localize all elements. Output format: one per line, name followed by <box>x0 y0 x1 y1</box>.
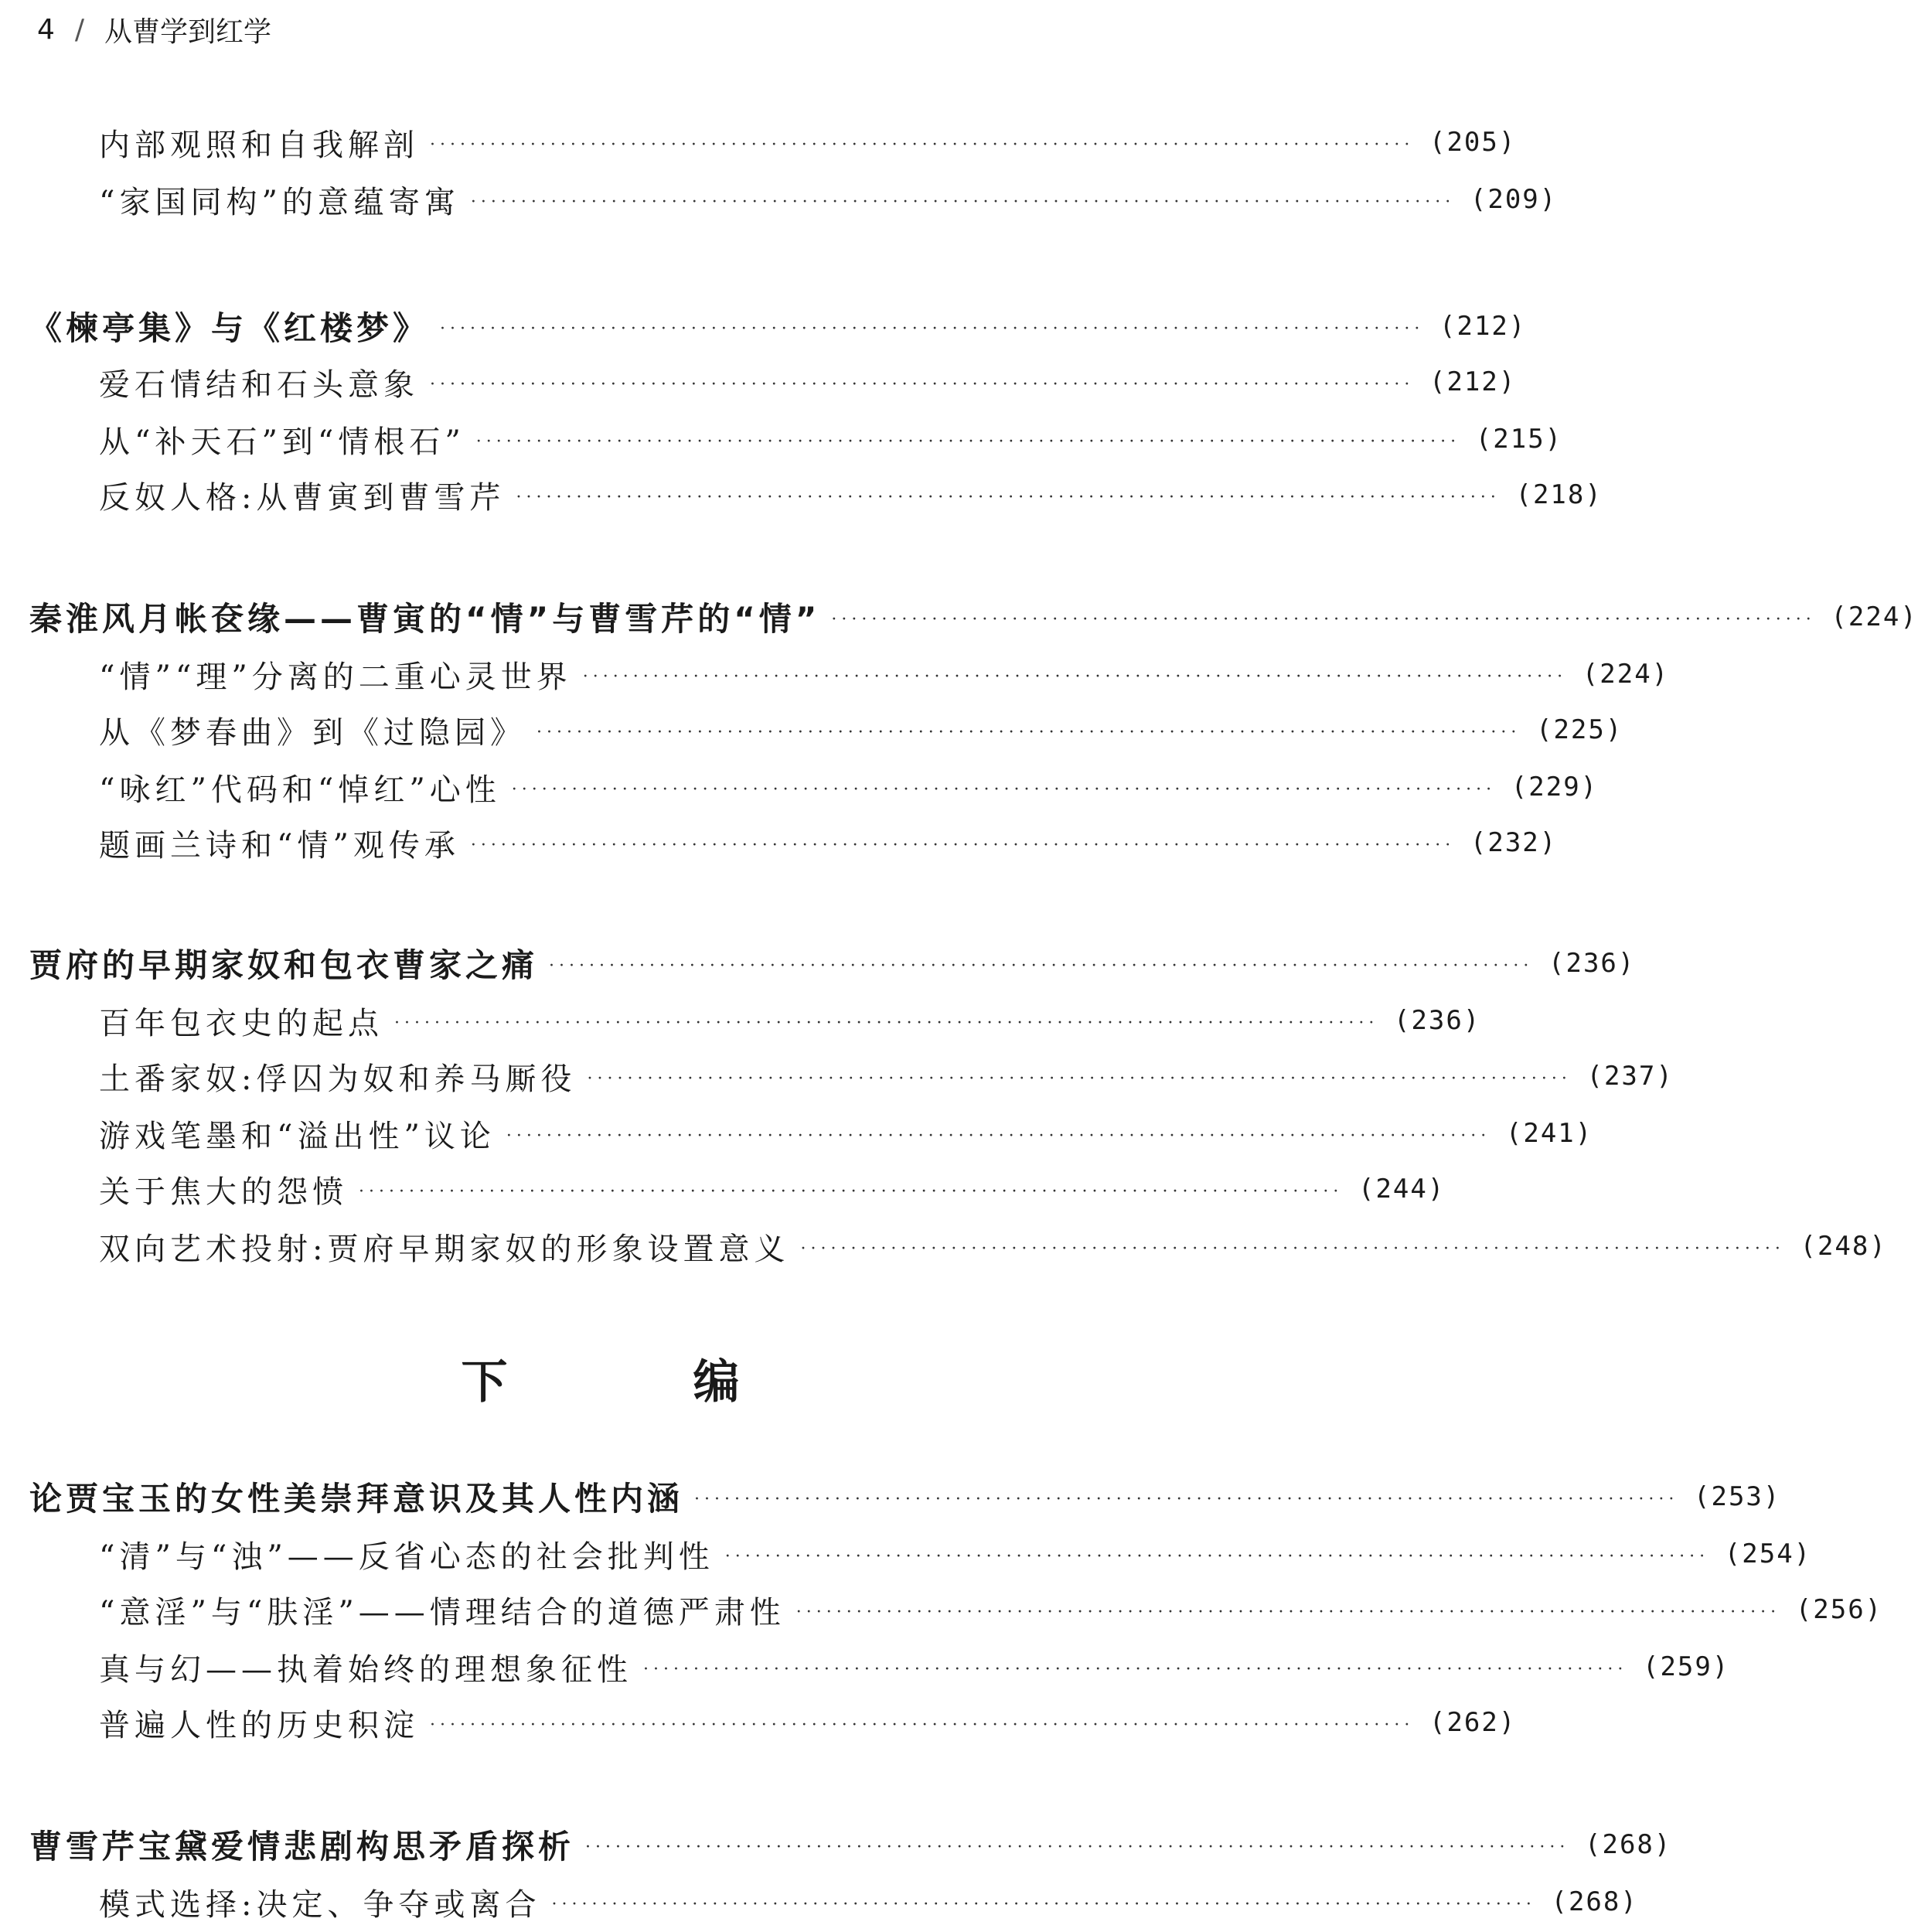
toc-entry-title: 论贾宝玉的女性美崇拜意识及其人性内涵 <box>29 1480 684 1518</box>
dot-leader: ·································································································· <box>470 836 1456 855</box>
dot-leader: ·································································································· <box>475 432 1461 451</box>
dot-leader: ·································································································· <box>430 375 1415 394</box>
toc-section-entry <box>0 118 1517 167</box>
toc-entry-title: 从“补天石”到“情根石” <box>99 424 465 460</box>
dot-leader: ·································································································· <box>470 193 1456 212</box>
running-header <box>37 6 271 53</box>
toc-section-entry <box>0 1529 1812 1579</box>
toc-section-entry <box>0 1877 1638 1927</box>
dot-leader: ·································································································· <box>537 723 1521 742</box>
toc-page-number: (224) <box>1582 659 1670 690</box>
part-title: 下 编 <box>461 1355 809 1409</box>
toc-page-number: (212) <box>1429 366 1517 397</box>
toc-section-entry <box>0 818 1558 867</box>
page-number: 4 <box>37 13 55 46</box>
toc-page-number: (248) <box>1800 1231 1887 1262</box>
toc-section-entry <box>0 762 1599 812</box>
dot-leader: ·································································································· <box>516 488 1501 507</box>
header-separator: / <box>74 13 85 46</box>
toc-page-number: (241) <box>1505 1118 1593 1149</box>
toc-page-number: (232) <box>1470 827 1558 858</box>
toc-section-entry <box>0 1109 1593 1158</box>
toc-page-number: (256) <box>1795 1594 1883 1625</box>
dot-leader: ·································································································· <box>724 1547 1710 1566</box>
dot-leader: ·································································································· <box>430 135 1415 155</box>
toc-page-number: (262) <box>1429 1707 1517 1738</box>
dot-leader: ·································································································· <box>549 956 1534 976</box>
toc-section-entry <box>0 175 1558 224</box>
toc-entry-title: 关于焦大的怨愤 <box>99 1174 348 1210</box>
toc-page-number: (215) <box>1475 424 1563 455</box>
toc-chapter-entry <box>0 939 1636 988</box>
dot-leader: ·································································································· <box>551 1895 1536 1914</box>
toc-entry-title: “意淫”与“肤淫”——情理结合的道德严肃性 <box>99 1594 785 1630</box>
toc-page-number: (253) <box>1694 1481 1781 1512</box>
toc-page-number: (237) <box>1586 1061 1674 1092</box>
toc-page-number: (236) <box>1393 1005 1481 1036</box>
dot-leader: ·································································································· <box>643 1660 1628 1679</box>
toc-section-entry <box>0 1164 1446 1214</box>
dot-leader: ·································································································· <box>694 1490 1679 1509</box>
toc-page-number: (224) <box>1831 601 1918 632</box>
dot-leader: ·································································································· <box>587 1069 1572 1089</box>
toc-page-number: (212) <box>1439 311 1527 342</box>
toc-page-number: (259) <box>1642 1651 1730 1682</box>
toc-section-entry <box>0 414 1563 464</box>
toc-section-entry <box>0 357 1517 407</box>
toc-entry-title: “咏红”代码和“悼红”心性 <box>99 772 501 808</box>
toc-entry-title: 真与幻——执着始终的理想象征性 <box>99 1651 632 1688</box>
toc-page-number: (268) <box>1585 1829 1672 1860</box>
toc-entry-title: 内部观照和自我解剖 <box>99 127 419 163</box>
toc-entry-title: 爱石情结和石头意象 <box>99 366 419 403</box>
toc-page-number: (268) <box>1551 1886 1638 1917</box>
toc-page-number: (236) <box>1548 948 1636 979</box>
toc-page-number: (218) <box>1515 479 1603 510</box>
dot-leader: ·································································································· <box>585 1838 1570 1857</box>
dot-leader: ·································································································· <box>511 780 1497 799</box>
toc-page-number: (205) <box>1429 127 1517 158</box>
toc-entry-title: 《楝亭集》与《红楼梦》 <box>29 309 430 347</box>
toc-section-entry <box>0 1222 1887 1271</box>
toc-entry-title: “家国同构”的意蕴寄寓 <box>99 184 460 220</box>
toc-section-entry <box>0 1698 1517 1747</box>
toc-section-entry <box>0 1585 1883 1634</box>
toc-entry-title: 百年包衣史的起点 <box>99 1005 383 1041</box>
dot-leader: ·································································································· <box>394 1014 1379 1033</box>
toc-entry-title: 土番家奴:俘囚为奴和养马厮役 <box>99 1061 577 1097</box>
dot-leader: ·································································································· <box>800 1239 1785 1259</box>
toc-chapter-entry <box>0 1820 1672 1869</box>
toc-entry-title: “清”与“浊”——反省心态的社会批判性 <box>99 1538 714 1575</box>
toc-section-entry <box>0 649 1670 699</box>
toc-page-number: (254) <box>1724 1538 1812 1569</box>
toc-entry-title: 题画兰诗和“情”观传承 <box>99 827 460 864</box>
toc-entry-title: 普遍人性的历史积淀 <box>99 1707 419 1743</box>
toc-entry-title: 反奴人格:从曹寅到曹雪芹 <box>99 479 506 516</box>
book-title: 从曹学到红学 <box>104 15 272 48</box>
toc-entry-title: 曹雪芹宝黛爱情悲剧构思矛盾探析 <box>29 1828 575 1866</box>
toc-chapter-entry <box>0 1472 1781 1521</box>
toc-page-number: (209) <box>1470 184 1558 215</box>
toc-section-entry <box>0 1051 1674 1101</box>
toc-page-number: (244) <box>1358 1174 1446 1205</box>
dot-leader: ·································································································· <box>506 1126 1491 1146</box>
dot-leader: ·································································································· <box>831 610 1816 629</box>
toc-entry-title: “情”“理”分离的二重心灵世界 <box>99 659 572 695</box>
dot-leader: ·································································································· <box>430 1716 1415 1735</box>
toc-entry-title: 模式选择:决定、争夺或离合 <box>99 1886 541 1923</box>
toc-entry-title: 双向艺术投射:贾府早期家奴的形象设置意义 <box>99 1231 790 1267</box>
dot-leader: ·································································································· <box>582 667 1568 687</box>
dot-leader: ·································································································· <box>359 1182 1344 1201</box>
toc-section-entry <box>0 996 1481 1045</box>
toc-chapter-entry <box>0 592 1918 642</box>
toc-entry-title: 贾府的早期家奴和包衣曹家之痛 <box>29 946 539 984</box>
dot-leader: ·································································································· <box>440 319 1425 339</box>
toc-page-number: (229) <box>1511 772 1599 802</box>
toc-chapter-entry <box>0 302 1527 351</box>
toc-entry-title: 从《梦春曲》到《过隐园》 <box>99 714 526 751</box>
toc-section-entry <box>0 705 1623 755</box>
toc-section-entry <box>0 1642 1730 1692</box>
toc-page-number: (225) <box>1535 714 1623 745</box>
dot-leader: ·································································································· <box>795 1603 1781 1622</box>
toc-entry-title: 秦淮风月帐奁缘——曹寅的“情”与曹雪芹的“情” <box>29 600 821 638</box>
toc-entry-title: 游戏笔墨和“溢出性”议论 <box>99 1118 496 1154</box>
toc-section-entry <box>0 470 1603 520</box>
